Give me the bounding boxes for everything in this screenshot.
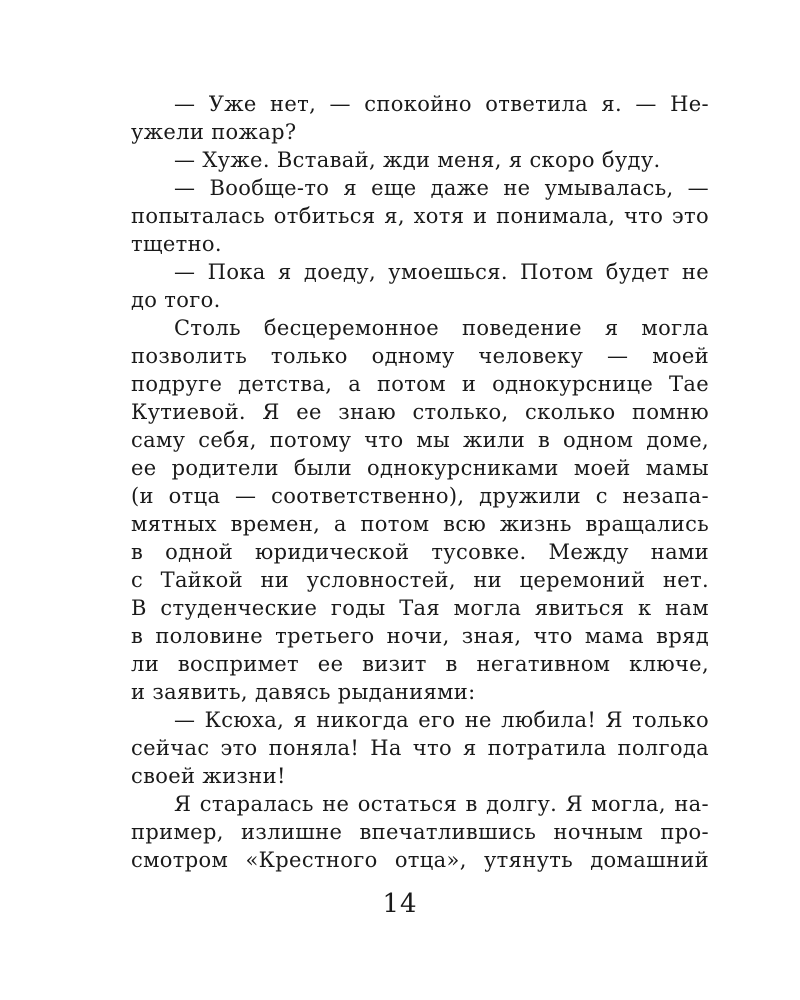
text-line: мятных времен, а потом всю жизнь вращались (131, 512, 709, 536)
text-line: своей жизни! (131, 764, 286, 788)
text-line: Столь бесцеремонное поведение я могла (174, 316, 709, 340)
text-line: — Ксюха, я никогда его не любила! Я только (174, 708, 709, 732)
text-line: Кутиевой. Я ее знаю столько, сколько помню (131, 400, 709, 424)
text-line: подруге детства, а потом и однокурснице Тае (131, 372, 709, 396)
text-line: и заявить, давясь рыданиями: (131, 680, 476, 704)
text-line: тщетно. (131, 232, 222, 256)
text-line: в половине третьего ночи, зная, что мама вряд (131, 624, 709, 648)
text-line: саму себя, потому что мы жили в одном доме, (131, 428, 709, 452)
text-line: (и отца — соответственно), дружили с незапа- (131, 484, 709, 508)
text-line: — Вообще-то я еще даже не умывалась, — (174, 176, 709, 200)
text-line: ужели пожар? (131, 120, 297, 144)
page-body-text (131, 90, 709, 874)
text-line: пример, излишне впечатлившись ночным про- (131, 820, 709, 844)
text-line: ли воспримет ее визит в негативном ключе, (131, 652, 709, 676)
text-line: в одной юридической тусовке. Между нами (131, 540, 709, 564)
text-line: позволить только одному человеку — моей (131, 344, 709, 368)
text-line: Я старалась не остаться в долгу. Я могла, на- (174, 792, 709, 816)
text-line: — Пока я доеду, умоешься. Потом будет не (174, 260, 709, 284)
text-line: попыталась отбиться я, хотя и понимала, что это (131, 204, 709, 228)
text-line: с Тайкой ни условностей, ни церемоний нет. (131, 568, 709, 592)
text-line: — Уже нет, — спокойно ответила я. — Не- (174, 92, 709, 116)
text-line: — Хуже. Вставай, жди меня, я скоро буду. (174, 148, 661, 172)
page-number: 14 (382, 889, 418, 919)
text-line: В студенческие годы Тая могла явиться к нам (131, 596, 709, 620)
text-line: смотром «Крестного отца», утянуть домашний (131, 848, 709, 872)
text-line: ее родители были однокурсниками моей мамы (131, 456, 709, 480)
text-line: сейчас это поняла! На что я потратила полгода (131, 736, 709, 760)
text-line: до того. (131, 288, 221, 312)
